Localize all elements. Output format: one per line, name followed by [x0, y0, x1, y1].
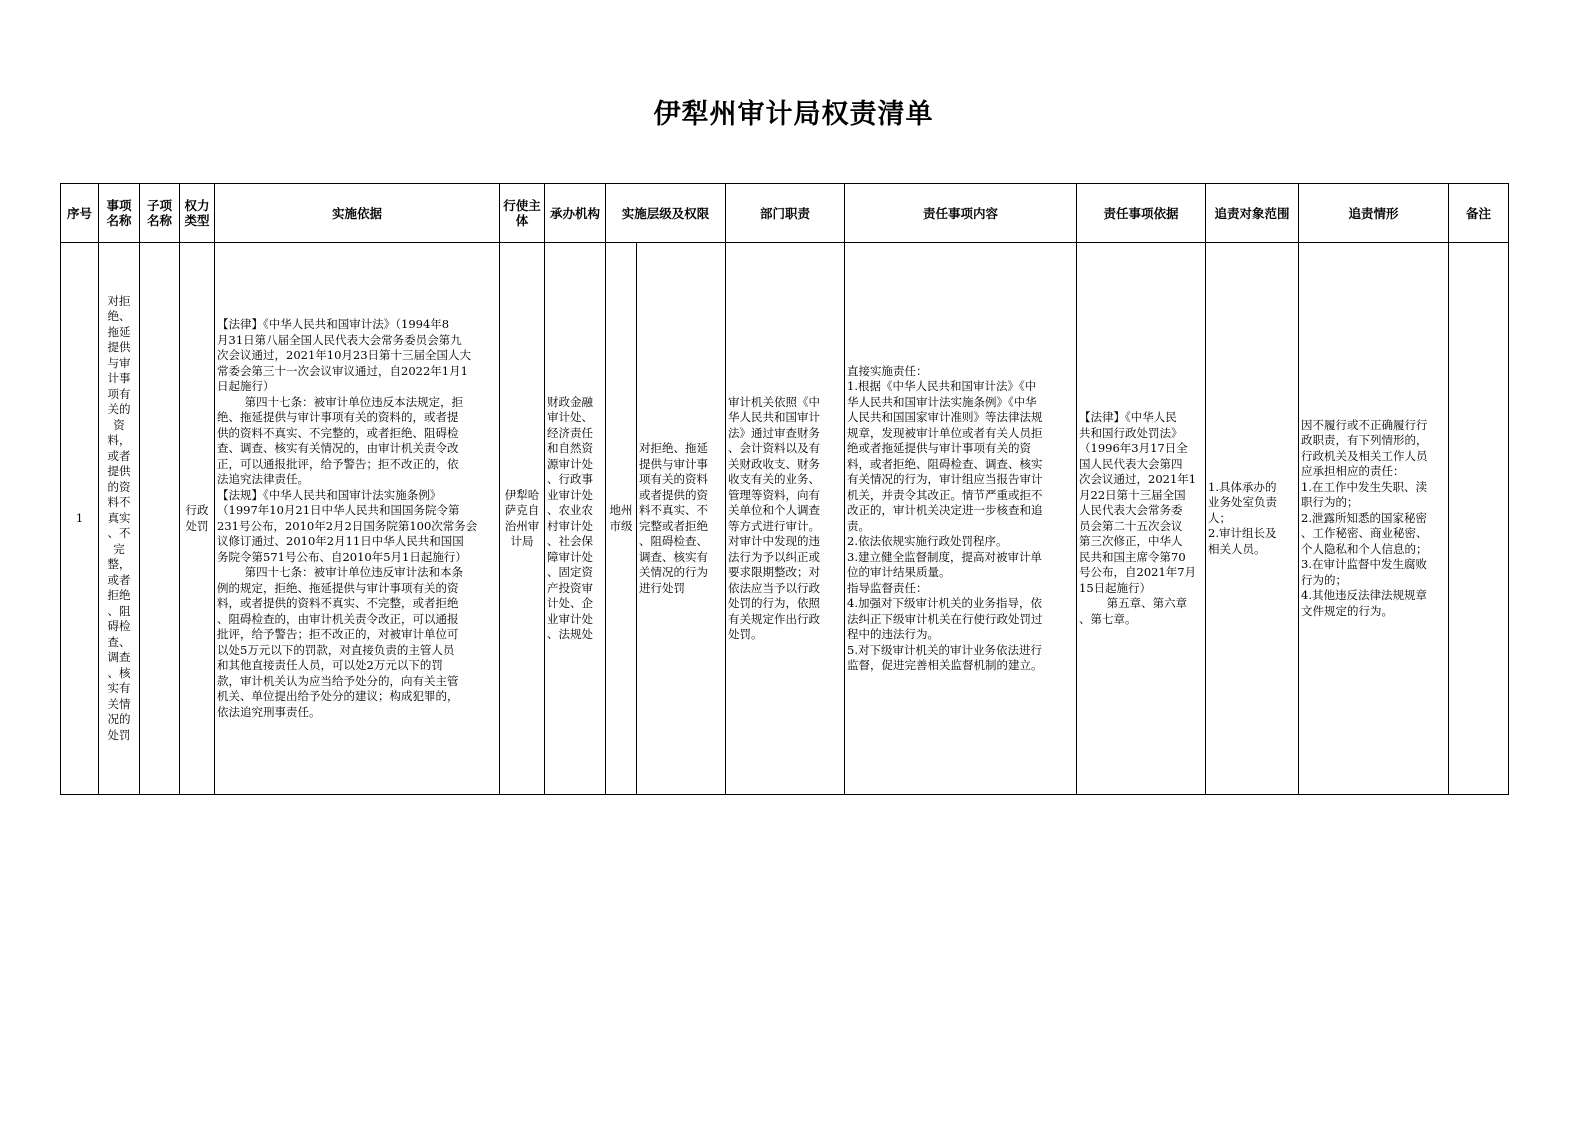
cell-org [545, 243, 606, 795]
cell-duty [726, 243, 845, 795]
text-line: 行政 [185, 503, 209, 517]
header-subject [500, 184, 545, 243]
text-line: 子项 [146, 198, 172, 213]
text-line: 议修订通过、2010年2月11日中华人民共和国国 [217, 534, 464, 548]
header-resp-content: 责任事项内容 [845, 184, 1077, 243]
text-line: 治州审 [504, 518, 540, 533]
cell-scope [1206, 243, 1299, 795]
cell-resp-basis [1077, 243, 1206, 795]
header-resp-basis: 责任事项依据 [1077, 184, 1206, 243]
text-line: 15日起施行） [1079, 580, 1152, 595]
text-line: 或者提供的资 [639, 487, 708, 502]
text-line: 关情况的行为 [639, 565, 708, 579]
cell-seq: 1 [61, 243, 99, 795]
text-line: 和其他直接责任人员，可以处2万元以下的罚 [217, 658, 443, 672]
text-line: 查、 [107, 634, 131, 649]
text-line: 、行政事 [547, 472, 593, 486]
text-line: 、阻碍检查、 [639, 534, 708, 548]
text-line: 位的审计结果质量。 [847, 565, 951, 579]
text-line: 处罚。 [728, 627, 763, 641]
text-line: 地州 [609, 503, 633, 517]
text-line: 市级 [609, 518, 633, 533]
text-line: 计局 [510, 534, 534, 548]
text-line: 产投资审 [547, 580, 593, 595]
text-line: 次会议通过，2021年1 [1079, 472, 1197, 486]
text-line: 料不 [107, 495, 131, 510]
cell-item-name [99, 243, 140, 795]
text-line: 依法应当予以行政 [728, 580, 821, 595]
text-line: 改正的，审计机关决定进一步核查和追 [847, 503, 1043, 517]
header-power-type [180, 184, 215, 243]
text-line: 法纠正下级审计机关在行使行政处罚过 [847, 611, 1043, 626]
text-line: 次会议通过，2021年10月23日第十三届全国人大 [217, 348, 472, 362]
text-line: 款，审计机关认为应当给予处分的，向有关主管 [217, 673, 459, 688]
text-line: 第四十七条：被审计单位违反本法规定，拒 [244, 394, 464, 409]
text-line: 事项 [106, 198, 132, 213]
page-title: 伊犁州审计局权责清单 [653, 99, 934, 130]
text-line: 权力 [184, 198, 210, 213]
text-line: 、固定资 [547, 565, 593, 579]
text-line: 拒绝 [107, 588, 131, 603]
text-line: 完 [113, 541, 125, 556]
text-line: 务院令第571号公布、自2010年5月1日起施行） [217, 549, 467, 564]
text-line: 的资 [107, 479, 131, 494]
text-line: 完整或者拒绝 [639, 518, 708, 533]
text-line: 审计处、 [547, 410, 593, 424]
text-line: 料，或者提供的资料不真实、不完整，或者拒绝 [217, 596, 459, 610]
header-situation: 追责情形 [1299, 184, 1449, 243]
text-line: 查、调查、核实有关情况的，由审计机关责令改 [217, 441, 459, 455]
text-line: 人民代表大会常务委 [1079, 503, 1183, 517]
cell-subject [500, 243, 545, 795]
text-line: 拖延 [107, 324, 131, 339]
text-line: 源审计处 [547, 456, 593, 471]
text-line: 经济责任 [547, 425, 593, 440]
text-line: 第三次修正，中华人 [1079, 534, 1183, 548]
text-line: 2.泄露所知悉的国家秘密 [1301, 510, 1427, 525]
text-line: 正，可以通报批评，给予警告；拒不改正的，依 [217, 456, 459, 471]
text-line: 号公布，自2021年7月 [1079, 565, 1197, 579]
text-line: 整， [107, 557, 131, 572]
text-line: 提供 [107, 464, 131, 479]
text-line: 民共和国主席令第70 [1079, 549, 1186, 564]
text-line: 行政机关及相关工作人员 [1301, 448, 1428, 463]
text-line: 法》通过审查财务 [728, 425, 821, 440]
text-line: 绝、拖延提供与审计事项有关的资料的，或者提 [217, 410, 459, 424]
text-line: 国人民代表大会第四 [1079, 456, 1183, 471]
header-row [61, 184, 1509, 243]
text-line: 实有 [107, 681, 131, 696]
text-line: 规章，发现被审计单位或者有关人员拒 [847, 425, 1043, 440]
text-line: 、不 [107, 526, 131, 541]
text-line: （1996年3月17日全 [1079, 441, 1188, 455]
text-line: 4.加强对下级审计机关的业务指导，依 [847, 596, 1042, 610]
text-line: 财政金融 [547, 394, 593, 409]
text-line: 相关人员。 [1208, 541, 1266, 556]
header-scope: 追责对象范围 [1206, 184, 1299, 243]
table-row [61, 243, 1509, 795]
text-line: 【法规】《中华人民共和国审计法实施条例》 [217, 487, 442, 502]
text-line: 第五章、第六章 [1106, 596, 1188, 610]
text-line: 【法律】《中华人民 [1079, 410, 1177, 424]
text-line: 行为的； [1301, 572, 1348, 587]
text-line: 因不履行或不正确履行行 [1301, 417, 1428, 432]
text-line: 第四十七条：被审计单位违反审计法和本条 [244, 565, 464, 579]
header-item-name [99, 184, 140, 243]
text-line: 、第七章。 [1079, 611, 1137, 626]
text-line: 员会第二十五次会议 [1079, 518, 1183, 533]
text-line: 机关，并责令其改正。情节严重或拒不 [847, 487, 1043, 502]
text-line: 机关、单位提出给予处分的建议；构成犯罪的， [217, 689, 459, 703]
text-line: 业审计处 [547, 611, 593, 626]
text-line: 提供 [107, 340, 131, 355]
text-line: 调查、核实有 [639, 549, 708, 564]
header-org: 承办机构 [545, 184, 606, 243]
header-sub-item [140, 184, 180, 243]
text-line: 处罚 [185, 518, 209, 533]
text-line: 行使主 [503, 198, 541, 213]
text-line: 类型 [184, 213, 210, 228]
header-note: 备注 [1449, 184, 1509, 243]
text-line: 关单位和个人调查 [728, 503, 821, 517]
text-line: 障审计处 [547, 549, 593, 564]
text-line: 碍检 [107, 619, 131, 634]
header-duty: 部门职责 [726, 184, 845, 243]
text-line: 月22日第十三届全国 [1079, 487, 1186, 502]
text-line: 供的资料不真实、不完整的，或者拒绝、阻碍检 [217, 425, 459, 440]
cell-resp-content [845, 243, 1077, 795]
text-line: 名称 [106, 213, 132, 228]
text-line: 关财政收支、财务 [728, 456, 821, 471]
text-line: 4.其他违反法律法规规章 [1301, 588, 1427, 603]
text-line: 有关情况的行为，审计组应当报告审计 [847, 472, 1043, 486]
cell-note [1449, 243, 1509, 795]
text-line: 计事 [107, 371, 131, 386]
text-line: 、阻 [107, 603, 131, 618]
text-line: 1.根据《中华人民共和国审计法》《中 [847, 379, 1037, 393]
text-line: 人民共和国国家审计准则》等法律法规 [847, 410, 1043, 424]
cell-situation [1299, 243, 1449, 795]
text-line: 或者 [107, 572, 131, 587]
text-line: 日起施行） [217, 379, 275, 393]
header-level: 实施层级及权限 [606, 184, 726, 243]
text-line: 、法规处 [547, 627, 593, 641]
text-line: 关的 [107, 402, 131, 417]
cell-level-a [606, 243, 637, 795]
text-line: 体 [515, 213, 529, 228]
text-line: 伊犁哈 [504, 487, 540, 502]
text-line: 个人隐私和个人信息的； [1301, 541, 1428, 556]
text-line: 村审计处 [547, 518, 593, 533]
text-line: 3.在审计监督中发生腐败 [1301, 557, 1427, 572]
cell-level-b [637, 243, 726, 795]
text-line: 与审 [107, 355, 131, 370]
text-line: 政职责，有下列情形的， [1301, 433, 1428, 448]
text-line: 计处、企 [547, 596, 593, 610]
text-line: 进行处罚 [639, 580, 685, 595]
text-line: 华人民共和国审计法实施条例》《中华 [847, 394, 1037, 409]
text-line: 以处5万元以下的罚款，对直接负责的主管人员 [217, 642, 455, 657]
text-line: 监督，促进完善相关监督机制的建立。 [847, 658, 1043, 672]
text-line: 指导监督责任： [847, 580, 928, 595]
text-line: 职行为的； [1301, 495, 1359, 510]
text-line: 管理等资料，向有 [728, 487, 821, 502]
text-line: 批评，给予警告；拒不改正的，对被审计单位可 [217, 627, 459, 641]
text-line: 1.具体承办的 [1208, 479, 1277, 494]
text-line: 2.审计组长及 [1208, 526, 1277, 541]
text-line: 华人民共和国审计 [728, 410, 821, 424]
responsibility-table [60, 183, 1509, 795]
text-line: 料，或者拒绝、阻碍检查、调查、核实 [847, 456, 1043, 471]
text-line: 共和国行政处罚法》 [1079, 425, 1183, 440]
text-line: 2.依法依规实施行政处罚程序。 [847, 534, 1008, 548]
text-line: 调查 [107, 650, 131, 665]
text-line: 绝或者拖延提供与审计事项有关的资 [847, 441, 1032, 455]
text-line: 月31日第八届全国人民代表大会常务委员会第九 [217, 332, 462, 347]
text-line: 1.在工作中发生失职、渎 [1301, 479, 1427, 494]
text-line: 责。 [847, 518, 871, 533]
text-line: 、农业农 [547, 503, 593, 517]
text-line: 业务处室负责 [1208, 495, 1278, 510]
cell-sub-item [140, 243, 180, 795]
text-line: 、核 [107, 665, 131, 680]
text-line: 人； [1208, 510, 1232, 525]
text-line: 、社会保 [547, 534, 593, 548]
text-line: 等方式进行审计。 [728, 518, 821, 533]
text-line: 231号公布，2010年2月2日国务院第100次常务会 [217, 518, 478, 533]
text-line: 料， [107, 433, 131, 448]
cell-basis [215, 243, 500, 795]
text-line: 真实 [107, 510, 131, 525]
text-line: 5.对下级审计机关的审计业务依法进行 [847, 642, 1042, 657]
text-line: 提供与审计事 [639, 456, 708, 471]
text-line: 、阻碍检查的，由审计机关责令改正，可以通报 [217, 611, 459, 626]
text-line: 处罚的行为，依照 [728, 596, 821, 610]
text-line: 萨克自 [504, 503, 540, 517]
text-line: 收支有关的业务、 [728, 472, 821, 486]
text-line: 常委会第三十一次会议审议通过，自2022年1月1 [217, 363, 468, 378]
text-line: 、工作秘密、商业秘密、 [1301, 526, 1428, 541]
text-line: 有关规定作出行政 [728, 611, 821, 626]
header-seq: 序号 [61, 184, 99, 243]
text-line: 、会计资料以及有 [728, 441, 821, 455]
text-line: 文件规定的行为。 [1301, 603, 1394, 618]
text-line: 对审计中发现的违 [728, 534, 821, 548]
text-line: 业审计处 [547, 487, 593, 502]
text-line: 名称 [146, 213, 172, 228]
text-line: 对拒 [107, 293, 131, 308]
text-line: （1997年10月21日中华人民共和国国务院令第 [217, 503, 460, 517]
text-line: 料不真实、不 [639, 503, 708, 517]
text-line: 项有 [107, 386, 131, 401]
text-line: 程中的违法行为。 [847, 627, 940, 641]
text-line: 况的 [107, 712, 131, 727]
text-line: 3.建立健全监督制度，提高对被审计单 [847, 549, 1042, 564]
text-line: 资 [113, 417, 125, 432]
text-line: 审计机关依照《中 [728, 394, 821, 409]
text-line: 绝、 [107, 309, 131, 324]
text-line: 或者 [107, 448, 131, 463]
text-line: 【法律】《中华人民共和国审计法》（1994年8 [217, 317, 450, 331]
text-line: 对拒绝、拖延 [639, 441, 708, 455]
text-line: 关情 [107, 696, 131, 711]
text-line: 应承担相应的责任： [1301, 464, 1405, 479]
text-line: 法追究法律责任。 [217, 472, 309, 486]
text-line: 和自然资 [547, 441, 593, 455]
text-line: 例的规定，拒绝、拖延提供与审计事项有关的资 [217, 580, 459, 595]
text-line: 要求限期整改；对 [728, 565, 821, 579]
text-line: 处罚 [107, 727, 131, 742]
text-line: 依法追究刑事责任。 [217, 704, 321, 719]
text-line: 法行为予以纠正或 [728, 549, 821, 564]
cell-power-type [180, 243, 215, 795]
text-line: 项有关的资料 [639, 472, 708, 486]
header-basis: 实施依据 [215, 184, 500, 243]
text-line: 直接实施责任： [847, 363, 928, 378]
